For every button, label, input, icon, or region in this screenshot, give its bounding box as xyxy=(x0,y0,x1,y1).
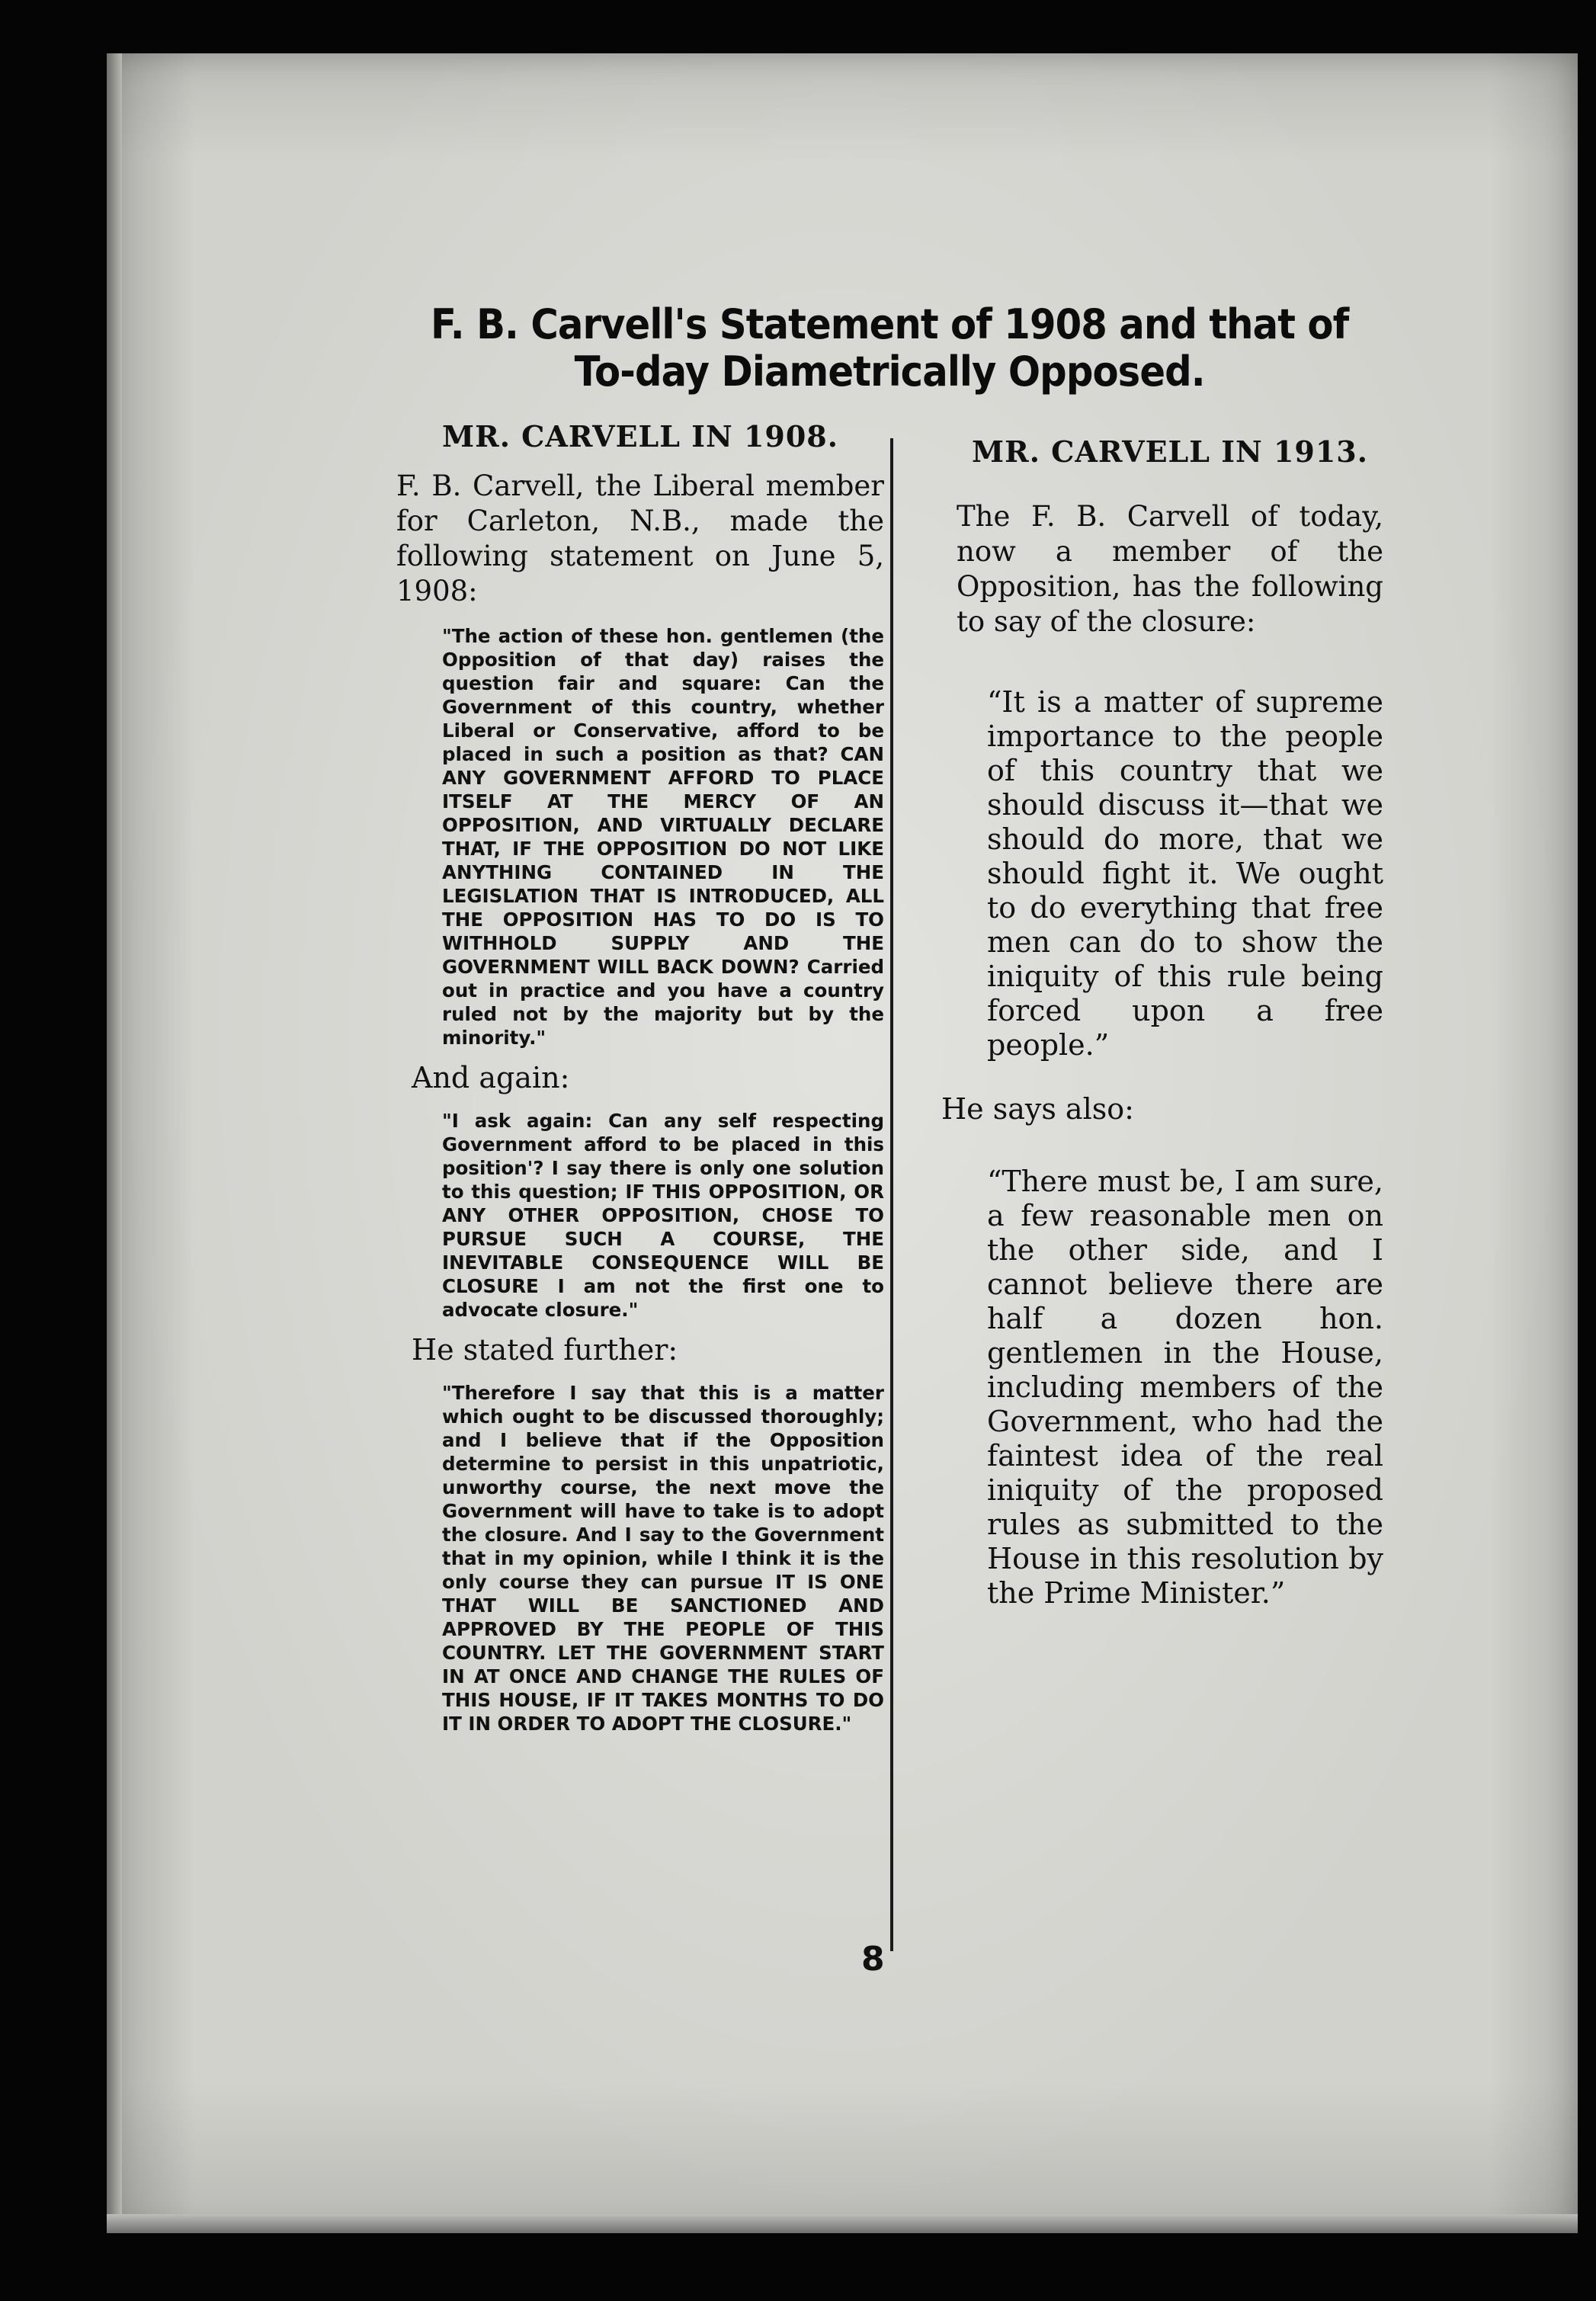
page-title: F. B. Carvell's Statement of 1908 and that of To-day Diametrically Opposed. xyxy=(431,300,1349,396)
right-lead-paragraph: The F. B. Carvell of today, now a member of the Opposition, has the following to say of the closure: xyxy=(957,500,1383,638)
page-edge-bottom xyxy=(107,2214,1578,2233)
left-quote-2: "I ask again: Can any self respecting Government afford to be placed in this position'? I say there is only one solution to this question; IF THIS OPPOSITION, OR ANY OTHER OPPOSITION, CHOSE TO PURSUE SUCH A COURSE, THE INEVITABLE CONSEQUENCE WILL BE CLOSURE I am not the first one to advocate closure." xyxy=(442,1110,884,1321)
page-number: 8 xyxy=(861,1940,885,1979)
right-connector-1: He says also: xyxy=(941,1092,1134,1126)
right-quote-1: “It is a matter of supreme importance to the people of this country that we should discuss it—that we should do more, that we should fight it. We ought to do everything that free men can do to show the iniquity of this rule being forced upon a free people.” xyxy=(987,685,1383,1062)
left-connector-2: He stated further: xyxy=(412,1333,678,1367)
column-divider xyxy=(890,438,893,1951)
left-quote-1: "The action of these hon. gentlemen (the Opposition of that day) raises the question fair and square: Can the Government of this country, whether Liberal or Conservative, afford to be placed in such a position as that? CAN ANY GOVERNMENT AFFORD TO PLACE ITSELF AT THE MERCY OF AN OPPOSITION, AND VIRTUALLY DECLARE THAT, IF THE OPPOSITION DO NOT LIKE ANYTHING CONTAINED IN THE LEGISLATION THAT IS INTRODUCED, ALL THE OPPOSITION HAS TO DO IS TO WITHHOLD SUPPLY AND THE GOVERNMENT WILL BACK DOWN? Carried out in practice and you have a country ruled not by the majority but by the minority." xyxy=(442,625,884,1049)
left-column-heading: MR. CARVELL IN 1908. xyxy=(442,419,838,453)
page-edge-left xyxy=(107,53,122,2233)
right-column xyxy=(941,434,1383,1639)
left-lead-paragraph: F. B. Carvell, the Liberal member for Carleton, N.B., made the following statement on June 5, 1908: xyxy=(396,469,884,607)
left-quote-3: "Therefore I say that this is a matter which ought to be discussed thoroughly; and I believe that if the Opposition determine to persist in this unpatriotic, unworthy course, the next move the Government will have to take is to adopt the closure. And I say to the Government that in my opinion, while I think it is the only course they can pursue IT IS ONE THAT WILL BE SANCTIONED AND APPROVED BY THE PEOPLE OF THIS COUNTRY. LET THE GOVERNMENT START IN AT ONCE AND CHANGE THE RULES OF THIS HOUSE, IF IT TAKES MONTHS TO DO IT IN ORDER TO ADOPT THE CLOSURE." xyxy=(442,1382,884,1735)
left-connector-1: And again: xyxy=(412,1061,570,1094)
right-quote-2: “There must be, I am sure, a few reasonable men on the other side, and I cannot believe there are half a dozen hon. gentlemen in the House, including members of the Government, who had the faintest idea of the real iniquity of the proposed rules as submitted to the House in this resolution by the Prime Minister.” xyxy=(987,1165,1383,1610)
left-column xyxy=(396,419,884,1746)
right-column-heading: MR. CARVELL IN 1913. xyxy=(972,434,1368,469)
